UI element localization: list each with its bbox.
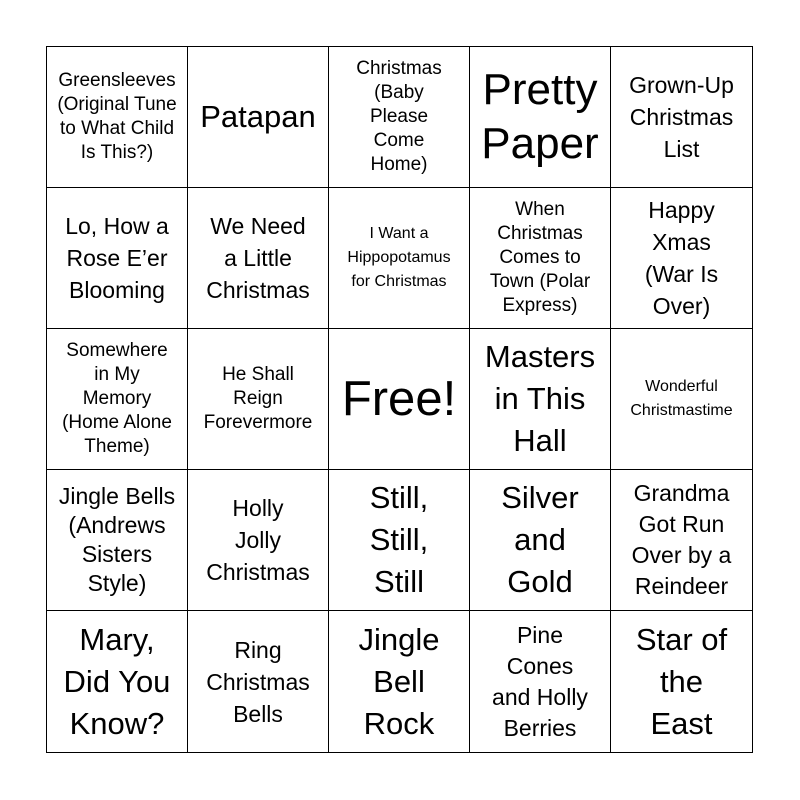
bingo-cell-r5c4[interactable] — [470, 611, 611, 752]
bingo-cell-r1c3[interactable] — [329, 47, 470, 188]
cell-label: Holly Jolly Christmas — [206, 495, 310, 585]
cell-label: Mary, Did You Know? — [63, 621, 171, 741]
cell-label: Pretty Paper — [481, 65, 599, 168]
bingo-cell-r1c2[interactable] — [188, 47, 329, 188]
cell-label: Wonderful Christmastime — [630, 378, 733, 419]
bingo-cell-r1c1[interactable] — [47, 47, 188, 188]
cell-label: Greensleeves (Original Tune to What Child Is This?) — [57, 70, 177, 163]
bingo-cell-r3c1[interactable] — [47, 329, 188, 470]
cell-label: He Shall Reign Forevermore — [203, 364, 313, 433]
cell-label: Jingle Bells (Andrews Sisters Style) — [58, 483, 176, 596]
bingo-cell-r4c4[interactable] — [470, 470, 611, 611]
cell-label: Still, Still, Still — [369, 480, 429, 599]
cell-label: We Need a Little Christmas — [206, 213, 310, 303]
bingo-cell-r1c5[interactable] — [611, 47, 752, 188]
cell-label: I Want a Hippopotamus for Christmas — [347, 225, 451, 290]
cell-label: Star of the East — [635, 621, 728, 741]
bingo-cell-r4c3[interactable] — [329, 470, 470, 611]
cell-label: Grown-Up Christmas List — [629, 72, 734, 162]
cell-label: Grandma Got Run Over by a Reindeer — [631, 480, 732, 599]
bingo-cell-r3c4[interactable] — [470, 329, 611, 470]
cell-label: Happy Xmas (War Is Over) — [644, 197, 719, 319]
cell-label: Silver and Gold — [501, 480, 579, 599]
bingo-cell-r2c5[interactable] — [611, 188, 752, 329]
bingo-cell-r4c2[interactable] — [188, 470, 329, 611]
cell-label: Ring Christmas Bells — [206, 636, 310, 727]
bingo-cell-r2c4[interactable] — [470, 188, 611, 329]
bingo-cell-r2c3[interactable] — [329, 188, 470, 329]
cell-label: Patapan — [200, 99, 316, 134]
bingo-cell-r4c5[interactable] — [611, 470, 752, 611]
cell-label: Pine Cones and Holly Berries — [492, 621, 588, 741]
bingo-cell-r3c2[interactable] — [188, 329, 329, 470]
free-space-label: Free! — [341, 372, 457, 426]
bingo-cell-r5c1[interactable] — [47, 611, 188, 752]
bingo-cell-r3c5[interactable] — [611, 329, 752, 470]
bingo-cell-r1c4[interactable] — [470, 47, 611, 188]
bingo-cell-r4c1[interactable] — [47, 470, 188, 611]
bingo-cell-r5c5[interactable] — [611, 611, 752, 752]
cell-label: Masters in This Hall — [484, 339, 596, 458]
bingo-cell-r2c2[interactable] — [188, 188, 329, 329]
bingo-cell-free-space[interactable] — [329, 329, 470, 470]
cell-label: Christmas (Baby Please Come Home) — [356, 58, 442, 175]
bingo-card — [46, 46, 753, 753]
cell-label: Somewhere in My Memory (Home Alone Theme) — [62, 340, 172, 457]
cell-label: Lo, How a Rose E’er Blooming — [65, 213, 169, 303]
bingo-cell-r2c1[interactable] — [47, 188, 188, 329]
bingo-cell-r5c2[interactable] — [188, 611, 329, 752]
cell-label: Jingle Bell Rock — [358, 621, 440, 741]
bingo-cell-r5c3[interactable] — [329, 611, 470, 752]
cell-label: When Christmas Comes to Town (Polar Express) — [489, 199, 591, 316]
